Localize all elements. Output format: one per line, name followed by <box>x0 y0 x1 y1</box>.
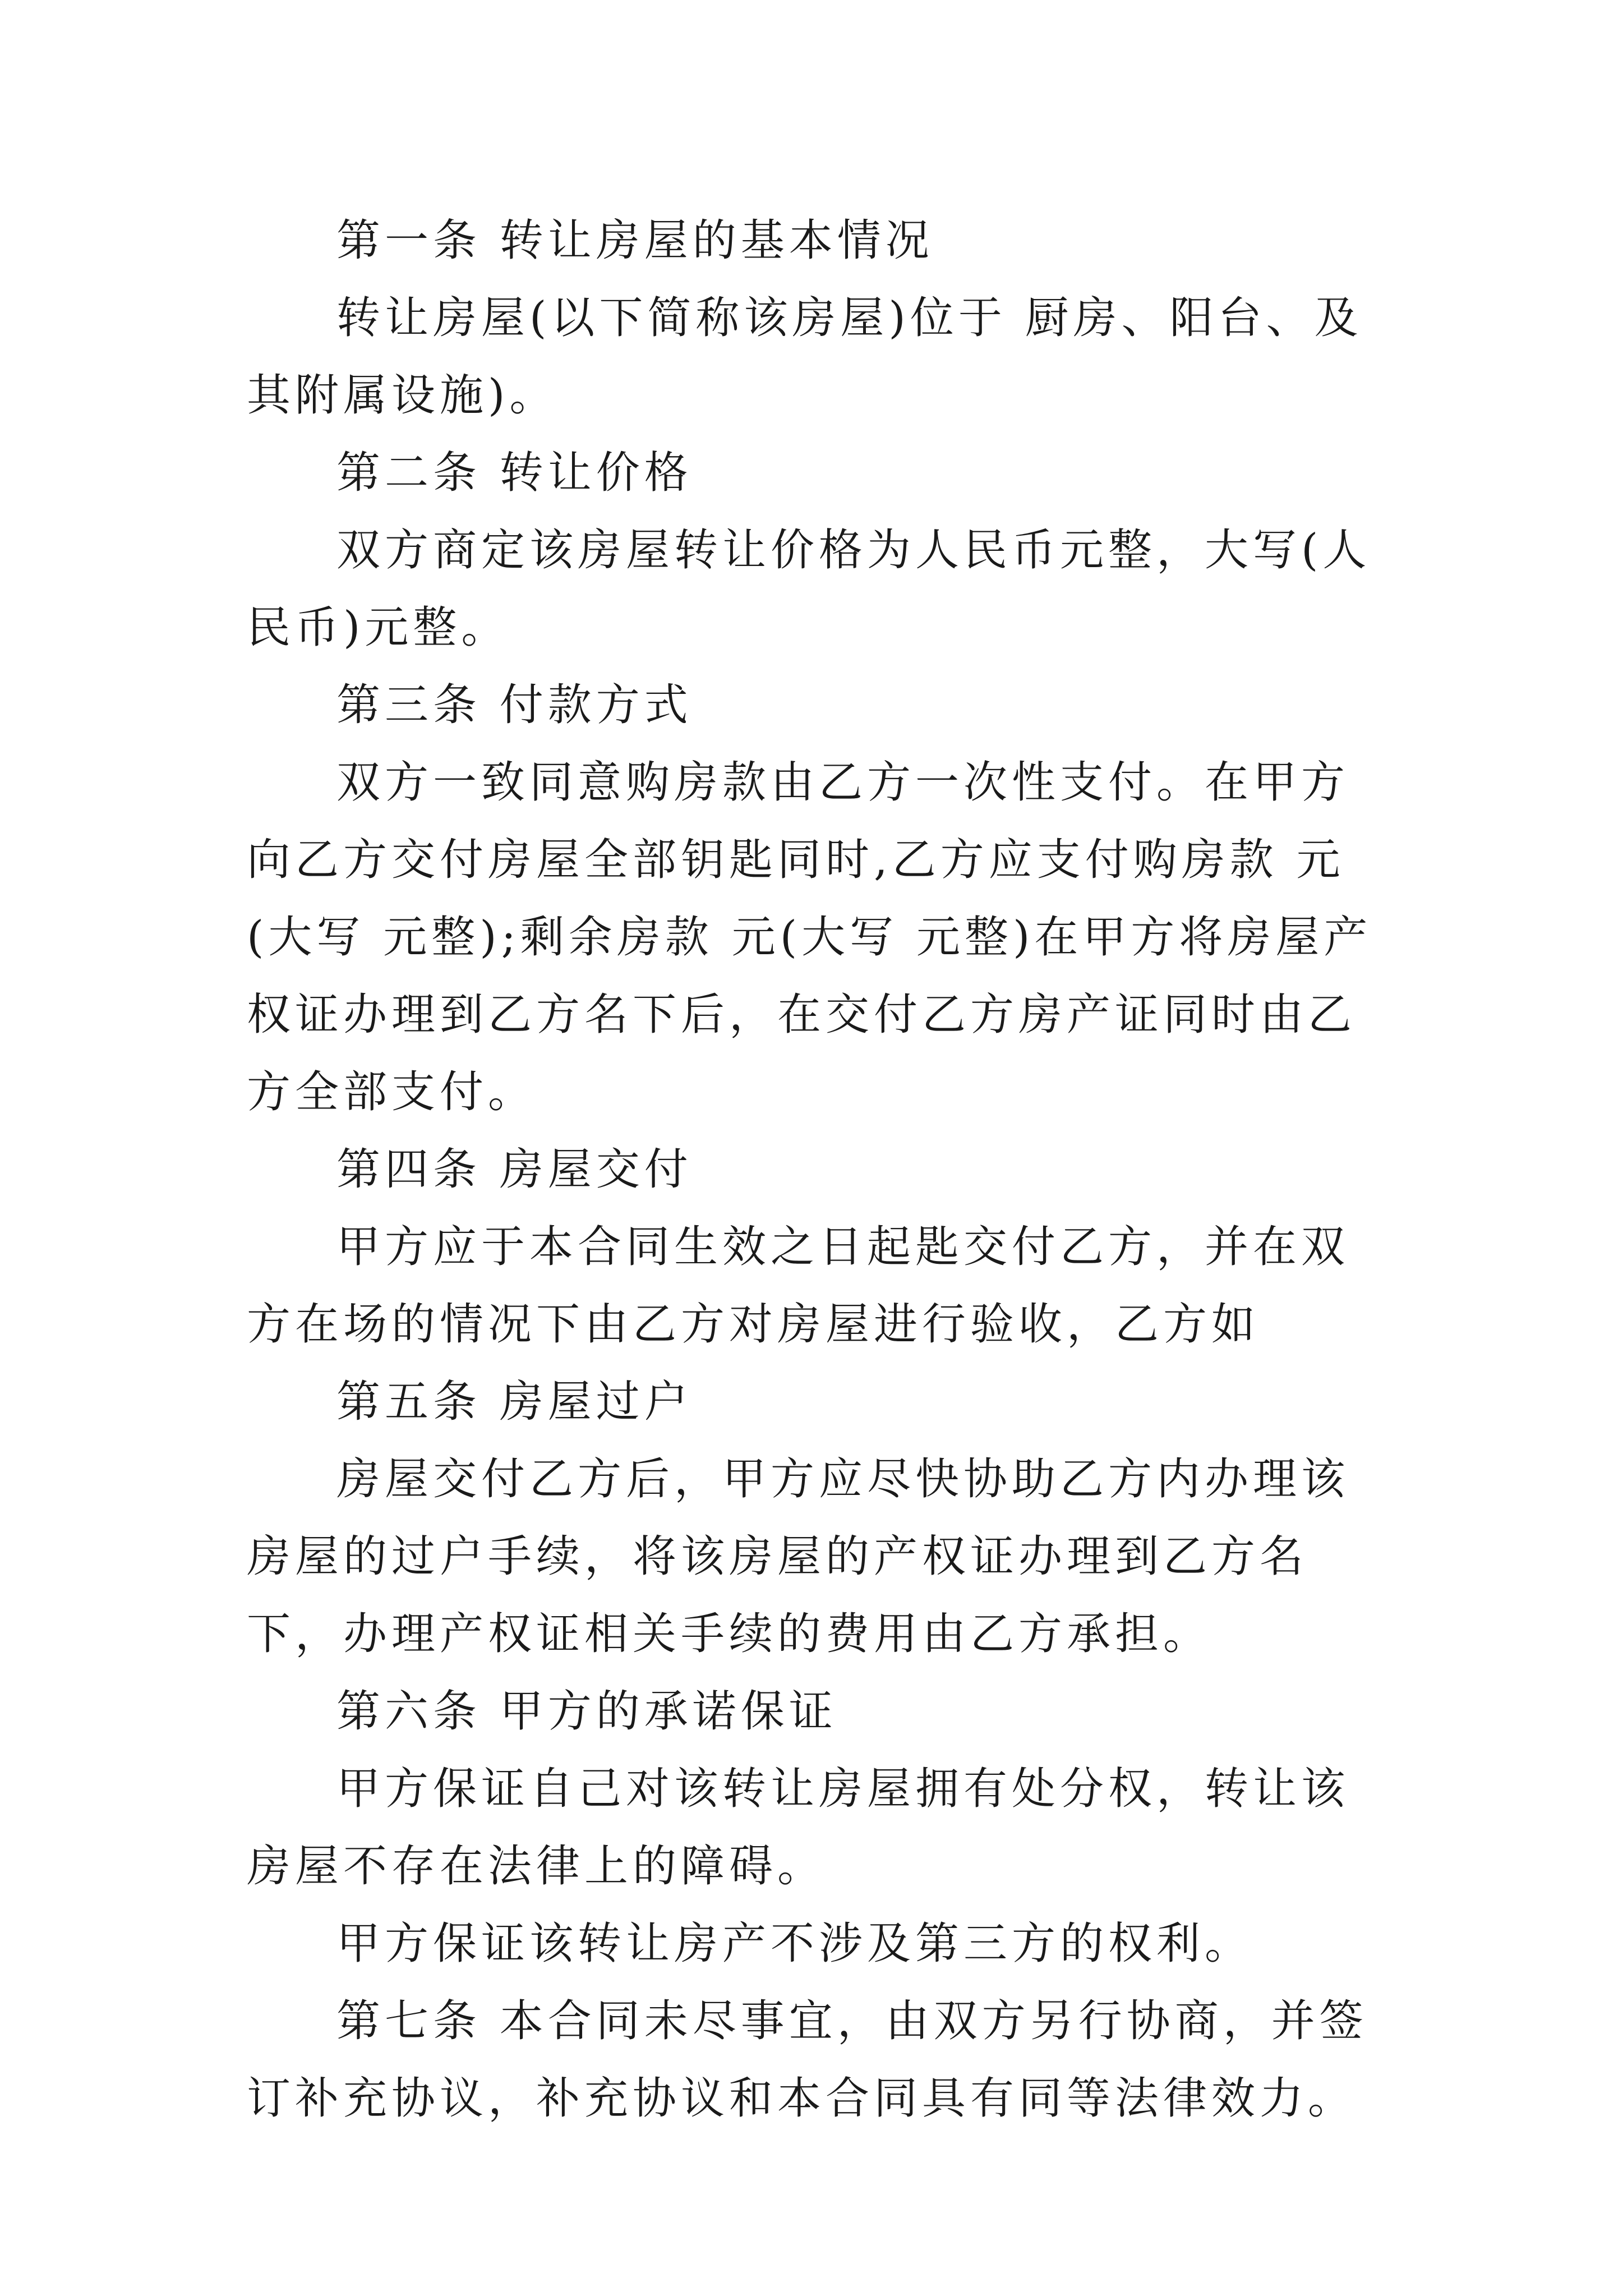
article-4-heading: 第四条 房屋交付 <box>336 1144 693 1195</box>
article-6-body-1: 甲方保证自己对该转让房屋拥有处分权，转让该房屋不存在法律上的障碍。 <box>247 1764 1350 1892</box>
article-3-body: 双方一致同意购房款由乙方一次性支付。在甲方向乙方交付房屋全部钥匙同时,乙方应支付购房款 元(大写 元整);剩余房款 元(大写 元整)在甲方将房屋产权证办理到乙方名下后，在交付乙方房产证同时由乙方全部支付。 <box>247 757 1372 1117</box>
article-4-body: 甲方应于本合同生效之日起匙交付乙方，并在双方在场的情况下由乙方对房屋进行验收，乙方如 <box>247 1222 1350 1350</box>
article-6-heading: 第六条 甲方的承诺保证 <box>336 1686 837 1737</box>
article-3-heading: 第三条 付款方式 <box>336 680 693 730</box>
article-7-body: 第七条 本合同未尽事宜，由双方另行协商，并签订补充协议，补充协议和本合同具有同等法律效力。 <box>247 1996 1368 2124</box>
article-2-body: 双方商定该房屋转让价格为人民币元整，大写(人民币)元整。 <box>247 525 1371 653</box>
article-5-body: 房屋交付乙方后，甲方应尽快协助乙方内办理该房屋的过户手续，将该房屋的产权证办理到乙方名下，办理产权证相关手续的费用由乙方承担。 <box>247 1454 1350 1659</box>
document-page <box>247 202 1391 2137</box>
article-6-body-2: 甲方保证该转让房产不涉及第三方的权利。 <box>336 1918 1253 1969</box>
article-5-heading: 第五条 房屋过户 <box>336 1377 693 1427</box>
article-1-body: 转让房屋(以下简称该房屋)位于 厨房、阳台、及其附属设施)。 <box>247 293 1363 421</box>
article-1-heading: 第一条 转让房屋的基本情况 <box>336 215 934 266</box>
article-2-heading: 第二条 转让价格 <box>336 448 693 498</box>
